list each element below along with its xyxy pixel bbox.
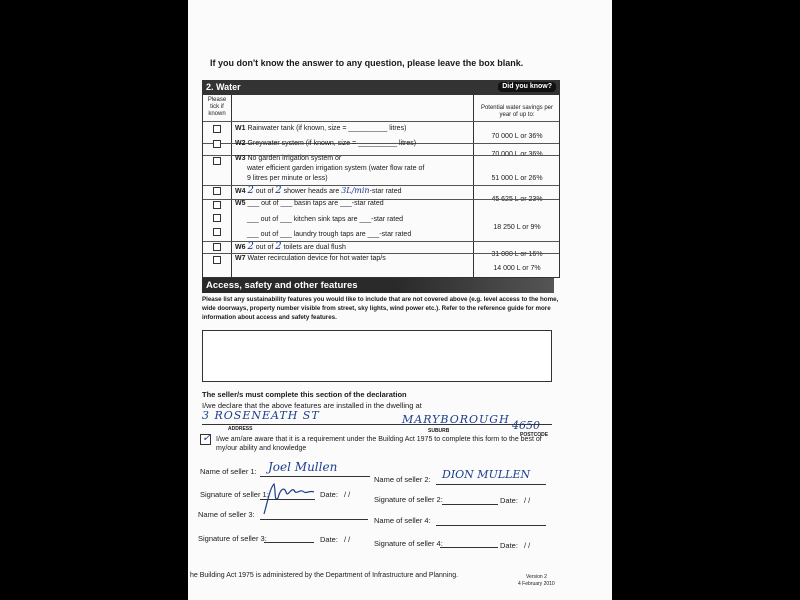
w4-saving: 45 625 L or 23% (491, 196, 543, 203)
w4-hand-rating: 3L/min (341, 186, 370, 195)
water-section-title: 2. Water (206, 82, 241, 92)
seller4-signature-label: Signature of seller 4: (374, 539, 443, 548)
postcode-label: POSTCODE (520, 432, 549, 438)
water-section-header (202, 80, 560, 94)
suburb-label: SUBURB (428, 428, 450, 434)
did-you-know-badge: Did you know? (498, 82, 556, 92)
w5-checkbox-kitchen[interactable] (213, 214, 221, 222)
w1-saving: 70 000 L or 36% (491, 133, 543, 140)
seller2-signature-label: Signature of seller 2: (374, 495, 443, 504)
w2-code: W2 (235, 140, 246, 147)
instruction-text: If you don't know the answer to any question, please leave the box blank. (210, 58, 524, 68)
seller3-date-label: Date: (320, 535, 338, 544)
address-underline (202, 424, 552, 425)
seller1-signature-scribble (260, 478, 320, 518)
w6-text-b: toilets are dual flush (283, 244, 346, 251)
aware-line2: my/our ability and knowledge (216, 445, 307, 452)
postcode-handwritten: 4650 (512, 419, 540, 432)
access-body-line2: wide doorways, property number visible from street, sky lights, wind power etc.). Refer to the reference guide for more (202, 305, 551, 312)
aware-line1: I/we am/are aware that it is a requirement under the Building Act 1975 to complete this form to the best of (216, 436, 542, 443)
row-divider (203, 253, 559, 254)
seller2-name-line[interactable] (436, 484, 546, 485)
w7-text: Water recirculation device for hot water tap/s (247, 255, 386, 262)
w6-saving: 31 000 L or 16% (491, 251, 543, 258)
w4-code: W4 (235, 188, 246, 195)
seller1-name-line[interactable] (260, 476, 370, 477)
address-handwritten: 3 ROSENEATH ST (202, 409, 320, 422)
seller2-date-label: Date: (500, 496, 518, 505)
seller4-name-line[interactable] (436, 525, 546, 526)
seller4-name-label: Name of seller 4: (374, 516, 431, 525)
w3-row (235, 155, 341, 162)
footer-version: Version 2 (526, 574, 547, 580)
seller1-date-label: Date: (320, 490, 338, 499)
seller2-name-label: Name of seller 2: (374, 475, 431, 484)
tick-header: Please tick if known (207, 97, 227, 117)
seller1-name-label: Name of seller 1: (200, 467, 257, 476)
w5-checkbox-laundry[interactable] (213, 228, 221, 236)
seller1-signature-line[interactable] (260, 499, 315, 500)
w4-hand-total: 2 (275, 185, 282, 196)
declaration-line: I/we declare that the above features are installed in the dwelling at (202, 401, 422, 410)
footer-text: he Building Act 1975 is administered by the Department of Infrastructure and Planning. (190, 572, 459, 579)
seller3-signature-label: Signature of seller 3: (198, 534, 267, 543)
w6-text-a: out of (255, 244, 274, 251)
w6-code: W6 (235, 244, 246, 251)
form-page (188, 0, 612, 600)
row-divider (203, 121, 559, 122)
w5-saving: 18 250 L or 9% (493, 224, 541, 231)
w5-code: W5 (235, 200, 246, 207)
address-label: ADDRESS (228, 426, 253, 432)
seller4-signature-line[interactable] (440, 547, 498, 548)
seller4-date-field[interactable]: / / (524, 541, 531, 550)
access-features-textarea[interactable] (202, 330, 552, 382)
access-section-title: Access, safety and other features (206, 280, 358, 291)
w4-text-b: shower heads are (283, 188, 340, 195)
w3-saving: 51 000 L or 26% (491, 175, 543, 182)
access-section-header (202, 278, 554, 293)
footer-date: 4 February 2010 (518, 581, 555, 587)
seller2-date-field[interactable]: / / (524, 496, 531, 505)
w6-checkbox[interactable] (213, 243, 221, 251)
column-divider (231, 95, 232, 277)
w1-code: W1 (235, 125, 246, 132)
w4-hand-count: 2 (247, 185, 254, 196)
w4-checkbox[interactable] (213, 187, 221, 195)
w4-text-a: out of (255, 188, 274, 195)
w2-saving: 70 000 L or 36% (491, 151, 543, 158)
w4-text-c: -star rated (369, 188, 402, 195)
w1-text: Rainwater tank (if known, size = __________ litres) (247, 125, 407, 132)
w2-row (235, 140, 416, 147)
w3-line1: No garden irrigation system or (247, 155, 342, 162)
w2-checkbox[interactable] (213, 140, 221, 148)
seller1-name-handwritten: Joel Mullen (268, 460, 338, 474)
w5-row (235, 200, 384, 207)
w5-line2: ___ out of ___ kitchen sink taps are ___-star rated (247, 216, 404, 223)
w7-checkbox[interactable] (213, 256, 221, 264)
savings-header: Potential water savings per year of up to: (480, 105, 554, 118)
declaration-title: The seller/s must complete this section of the declaration (202, 390, 407, 399)
seller2-name-handwritten: DION MULLEN (442, 468, 531, 481)
aware-checkbox[interactable] (200, 431, 212, 445)
access-body-line3: information about access and safety features. (202, 314, 337, 321)
seller3-date-field[interactable]: / / (344, 535, 351, 544)
w6-row (235, 241, 346, 252)
w5-line3: ___ out of ___ laundry trough taps are ___-star rated (247, 231, 412, 238)
w5-checkbox-basin[interactable] (213, 201, 221, 209)
tick-mark-icon: ✓ (202, 431, 212, 444)
w3-line2: water efficient garden irrigation system (water flow rate of (247, 165, 425, 172)
w1-checkbox[interactable] (213, 125, 221, 133)
seller3-name-label: Name of seller 3: (198, 510, 255, 519)
w7-saving: 14 000 L or 7% (493, 265, 541, 272)
w6-hand-total: 2 (275, 241, 282, 252)
seller1-signature-label: Signature of seller 1: (200, 490, 269, 499)
w6-hand-count: 2 (247, 241, 254, 252)
w4-row (235, 185, 402, 196)
w3-code: W3 (235, 155, 246, 162)
seller3-name-line[interactable] (260, 519, 368, 520)
water-table (202, 94, 560, 278)
seller2-signature-line[interactable] (442, 504, 498, 505)
seller3-signature-line[interactable] (264, 542, 314, 543)
seller4-date-label: Date: (500, 541, 518, 550)
w2-text: Greywater system (if known, size = __________ litres) (247, 140, 417, 147)
w3-checkbox[interactable] (213, 157, 221, 165)
w5-line1: ___ out of ___ basin taps are ___-star rated (247, 200, 384, 207)
w7-code: W7 (235, 255, 246, 262)
w1-row (235, 125, 406, 132)
w3-line3: 9 litres per minute or less) (247, 175, 328, 182)
column-divider (473, 95, 474, 277)
suburb-handwritten: MARYBOROUGH (402, 413, 510, 426)
access-body-line1: Please list any sustainability features you would like to include that are not covered above (e.g. level access to the home, (202, 296, 559, 303)
seller1-date-field[interactable]: / / (344, 490, 351, 499)
w7-row (235, 255, 386, 262)
